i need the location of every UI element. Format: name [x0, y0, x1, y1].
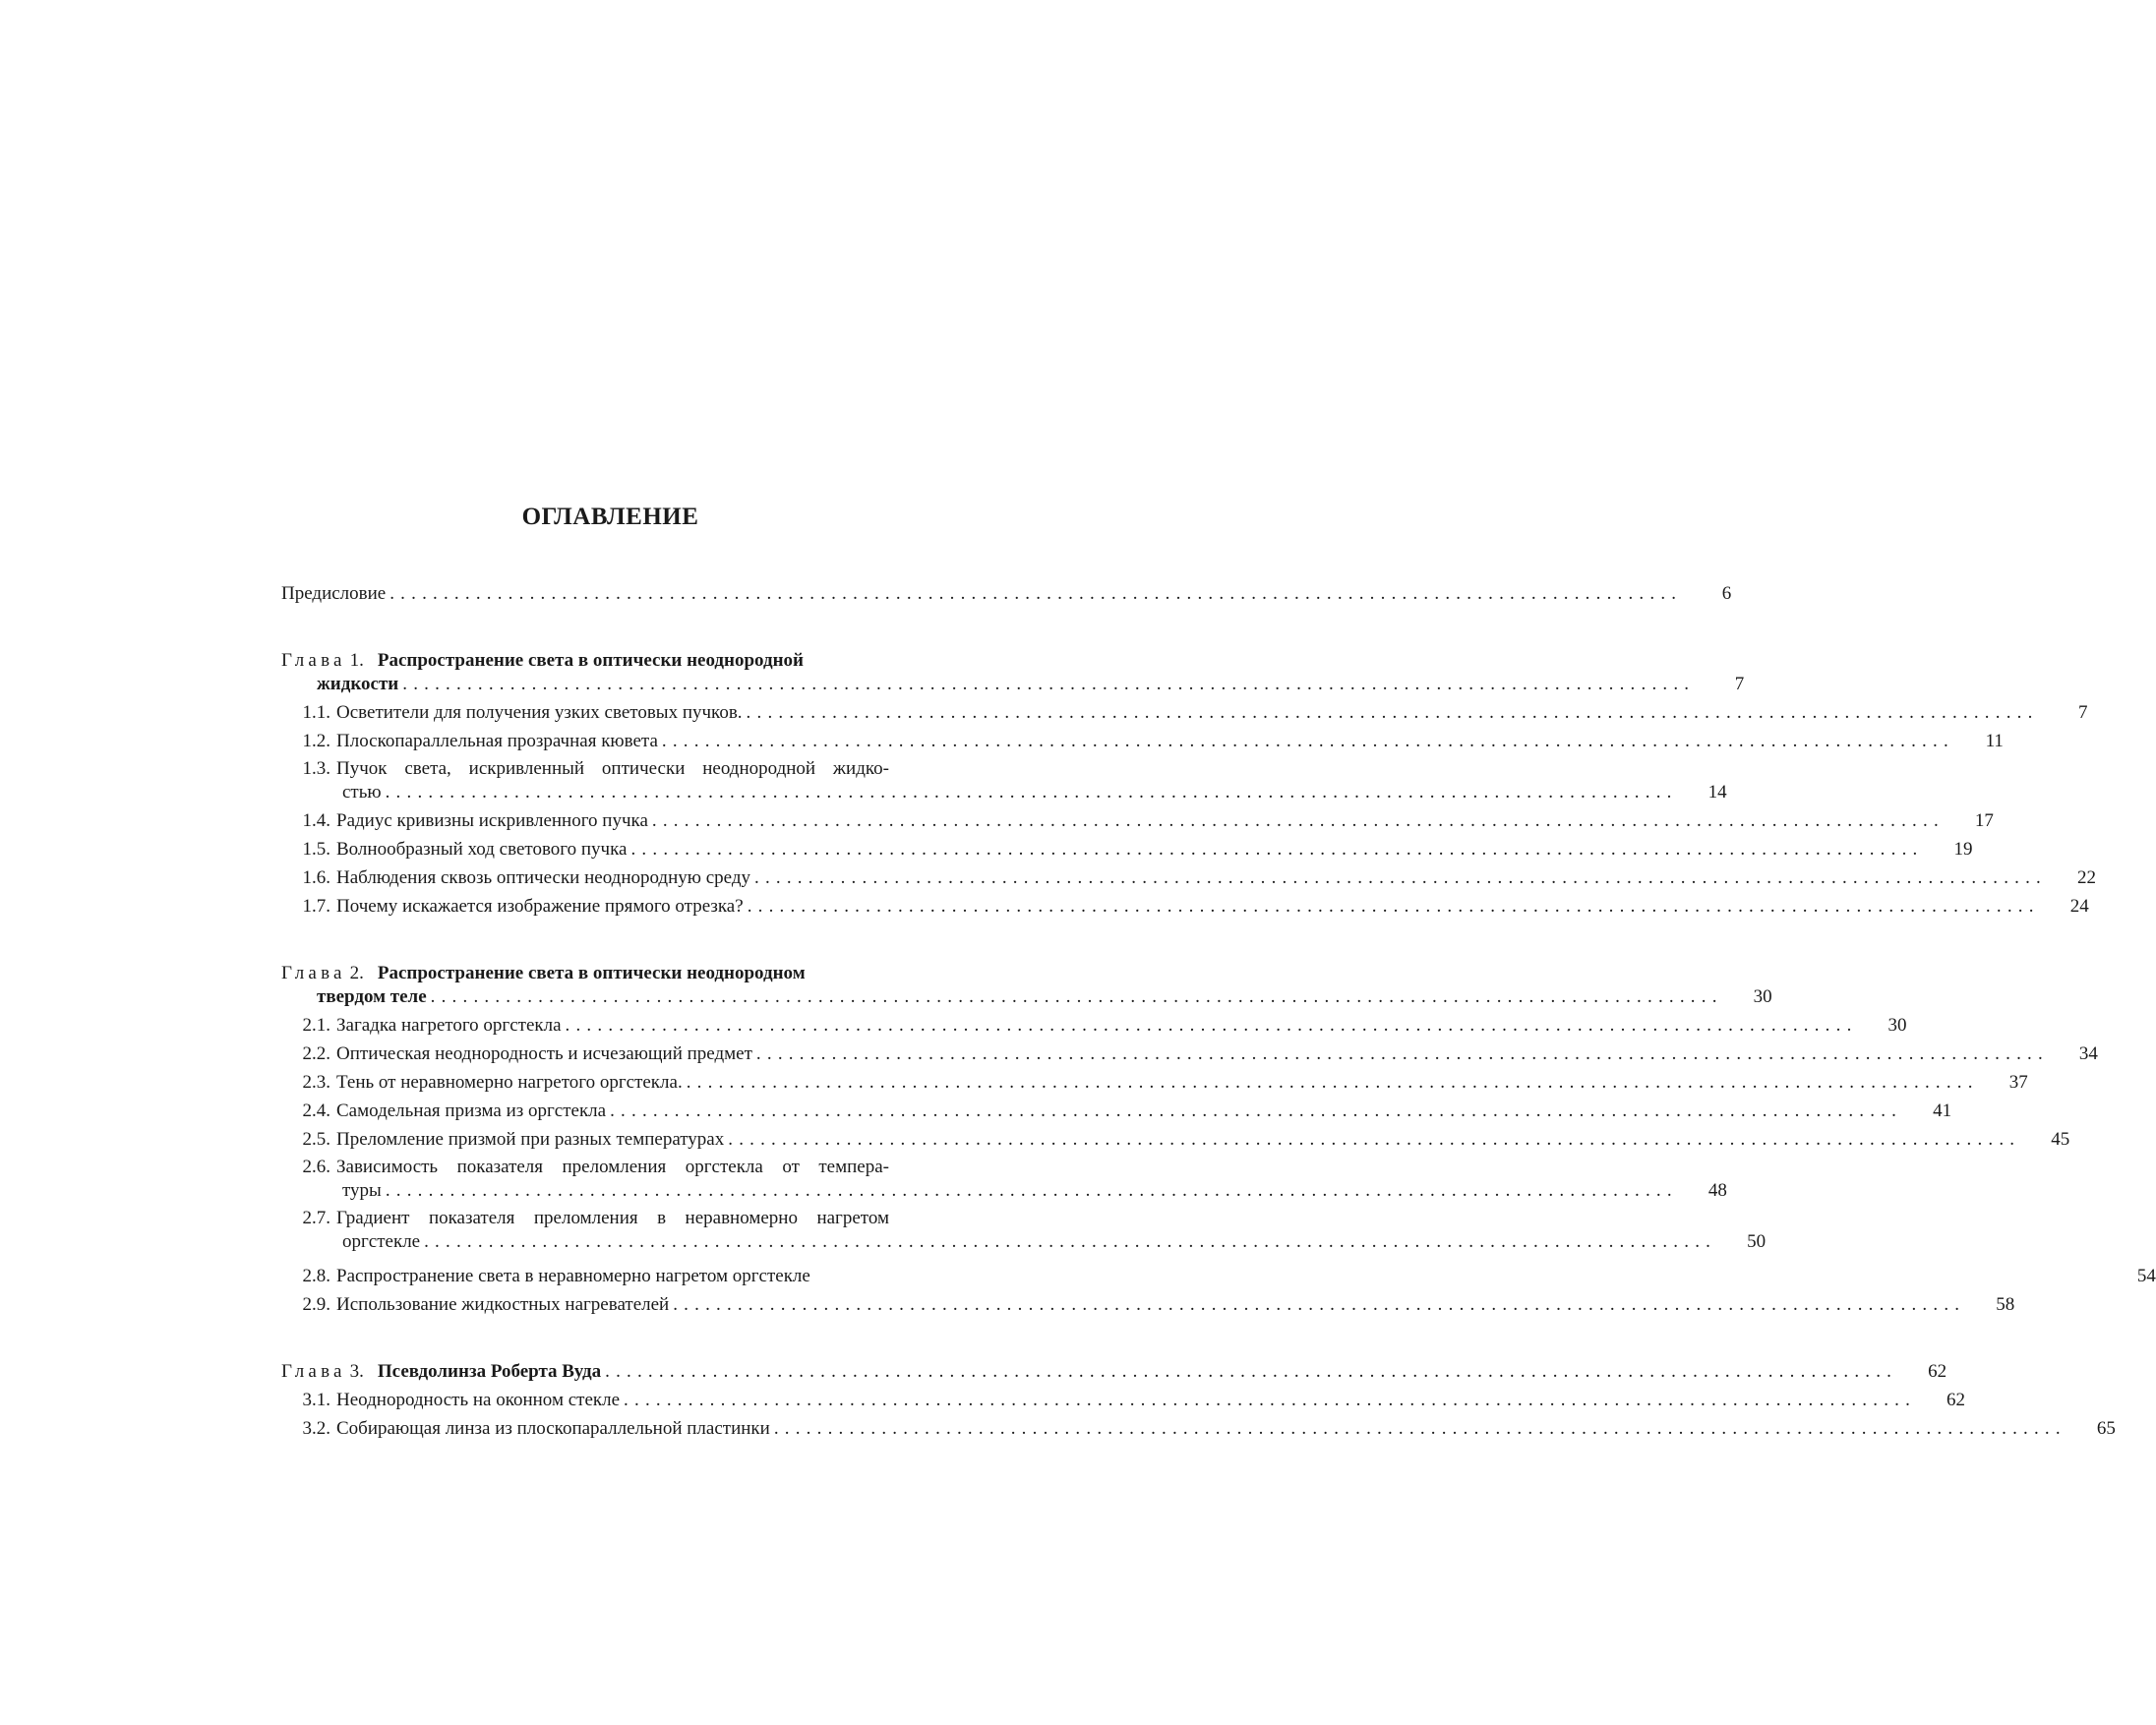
section-number: 1.2. [302, 731, 330, 751]
section-number: 2.3. [302, 1072, 330, 1093]
section-title: Наблюдения сквозь оптически неоднородную среду [336, 867, 750, 888]
section-title: Оптическая неоднородность и исчезающий предмет [336, 1043, 752, 1064]
toc-section-1-7[interactable] [281, 889, 2089, 918]
section-title-continued: туры [342, 1180, 382, 1201]
chapter-word: Глава [281, 963, 346, 983]
toc-page-number: 14 [1707, 782, 1727, 803]
chapter-title: Псевдолинза Роберта Вуда [377, 1361, 602, 1382]
toc-section-3-2[interactable] [281, 1411, 2116, 1440]
leader-dots: ........................................................................................................................ [624, 1390, 1917, 1410]
chapter-number: 1. [349, 650, 364, 671]
section-title: Градиент показателя преломления в неравномерно нагретом [336, 1208, 889, 1228]
section-title: Плоскопараллельная прозрачная кювета [336, 731, 658, 751]
leader-dots: ........................................................................................................................ [610, 1100, 1903, 1121]
chapter-title-continued: жидкости [317, 674, 399, 694]
chapter-3 [281, 1359, 2116, 1440]
leader-dots: ........................................................................................................................ [605, 1361, 1898, 1382]
toc-page-number: 37 [2008, 1072, 2028, 1093]
chapter-word: Глава [281, 650, 346, 671]
toc-page-number: 62 [1928, 1361, 1947, 1382]
section-title-continued: оргстекле [342, 1231, 421, 1252]
toc-section-2-3[interactable] [281, 1065, 2028, 1094]
toc-section-1-4[interactable] [281, 803, 1994, 832]
leader-dots: ........................................................................................................................ [728, 1129, 2021, 1150]
section-number: 1.3. [302, 758, 330, 779]
toc-page-number: 54 [2136, 1266, 2156, 1286]
chapter-1 [281, 648, 2096, 918]
section-number: 2.2. [302, 1043, 330, 1064]
leader-dots: ........................................................................................................................ [747, 896, 2040, 917]
section-title: Преломление призмой при разных температурах [336, 1129, 725, 1150]
section-number: 2.7. [302, 1208, 330, 1228]
leader-dots: ........................................................................................................................ [385, 1180, 1678, 1201]
section-number: 1.1. [302, 702, 330, 723]
section-title: Зависимость показателя преломления оргстекла от темпера- [336, 1157, 889, 1177]
section-title: Неоднородность на оконном стекле [336, 1390, 621, 1410]
section-number: 1.4. [302, 810, 330, 831]
section-number: 2.5. [302, 1129, 330, 1150]
chapter-number: 3. [349, 1361, 364, 1382]
section-number: 3.1. [302, 1390, 330, 1410]
section-title: Тень от неравномерно нагретого оргстекла. [336, 1072, 683, 1093]
section-title: Волнообразный ход светового пучка [336, 839, 628, 860]
toc-entry-label: Предисловие [281, 583, 387, 604]
toc-section-2-6[interactable] [281, 1157, 1727, 1202]
section-title: Самодельная призма из оргстекла [336, 1100, 607, 1121]
chapter-heading[interactable] [281, 648, 891, 672]
toc-page-number: 30 [1887, 1015, 1907, 1036]
chapter-heading[interactable] [281, 961, 891, 984]
toc-page-number: 7 [1734, 674, 1745, 694]
toc-section-2-9[interactable] [281, 1287, 2015, 1316]
toc-page-number: 19 [1953, 839, 1973, 860]
toc-page-number: 17 [1974, 810, 1994, 831]
section-number: 2.8. [302, 1266, 330, 1286]
section-title: Пучок света, искривленный оптически неоднородной жидко- [336, 758, 889, 779]
leader-dots: ........................................................................................................................ [389, 583, 1683, 604]
section-title: Использование жидкостных нагревателей [336, 1294, 670, 1315]
leader-dots: ........................................................................................................................ [773, 1418, 2066, 1439]
section-title: Собирающая линза из плоскопараллельной пластинки [336, 1418, 770, 1439]
section-number: 2.6. [302, 1157, 330, 1177]
toc-page-number: 45 [2051, 1129, 2070, 1150]
chapter-title: Распространение света в оптически неоднородном [377, 963, 806, 983]
toc-section-2-2[interactable] [281, 1037, 2098, 1065]
section-title: Загадка нагретого оргстекла [336, 1015, 562, 1036]
section-number: 1.5. [302, 839, 330, 860]
toc-page-number: 6 [1721, 583, 1732, 604]
toc-page-number: 24 [2069, 896, 2089, 917]
chapter-2 [281, 961, 2156, 1316]
toc-page-number: 11 [1985, 731, 2004, 751]
leader-dots: ........................................................................................................................ [430, 986, 1723, 1007]
section-number: 2.1. [302, 1015, 330, 1036]
toc-section-2-1[interactable] [281, 1008, 1907, 1037]
page-title: ОГЛАВЛЕНИЕ [521, 504, 699, 530]
leader-dots: ........................................................................................................................ [661, 731, 1954, 751]
leader-dots: ........................................................................................................................ [402, 674, 1696, 694]
toc-section-2-8[interactable] [281, 1259, 2156, 1287]
toc-entry-preface[interactable] [281, 575, 1732, 605]
toc-section-1-5[interactable] [281, 832, 1973, 861]
chapter-heading-continued[interactable] [281, 672, 1745, 695]
toc-page-number: 50 [1747, 1231, 1767, 1252]
toc-section-2-5[interactable] [281, 1122, 2070, 1151]
section-number: 2.9. [302, 1294, 330, 1315]
section-title: Осветители для получения узких световых пучков. [336, 702, 743, 723]
leader-dots: ........................................................................................................................ [565, 1015, 1858, 1036]
section-number: 2.4. [302, 1100, 330, 1121]
toc-page-number: 48 [1707, 1180, 1727, 1201]
toc-section-1-2[interactable] [281, 724, 2004, 752]
leader-dots: ........................................................................................................................ [651, 810, 1945, 831]
leader-dots: ........................................................................................................................ [686, 1072, 1979, 1093]
section-number: 1.6. [302, 867, 330, 888]
toc-page-number: 62 [1946, 1390, 1966, 1410]
leader-dots: ........................................................................................................................ [754, 867, 2047, 888]
section-number: 3.2. [302, 1418, 330, 1439]
toc-page-number: 34 [2078, 1043, 2098, 1064]
chapter-word: Глава [281, 1361, 346, 1382]
toc-page-number: 30 [1753, 986, 1772, 1007]
toc-page-number: 22 [2077, 867, 2096, 888]
toc-section-3-1[interactable] [281, 1383, 1966, 1411]
leader-dots: ........................................................................................................................ [746, 702, 2039, 723]
section-title: Радиус кривизны искривленного пучка [336, 810, 648, 831]
leader-dots: ........................................................................................................................ [755, 1043, 2049, 1064]
chapter-title: Распространение света в оптически неоднородной [377, 650, 805, 671]
chapter-heading-continued[interactable] [281, 984, 1772, 1008]
toc-section-1-1[interactable] [281, 695, 2088, 724]
chapter-title-continued: твердом теле [317, 986, 427, 1007]
toc-page-number: 58 [1996, 1294, 2015, 1315]
leader-dots: ........................................................................................................................ [630, 839, 1924, 860]
leader-dots: ........................................................................................................................ [385, 782, 1678, 803]
leader-dots: ........................................................................................................................ [673, 1294, 1966, 1315]
toc-section-2-4[interactable] [281, 1094, 1952, 1122]
section-number: 1.7. [302, 896, 330, 917]
toc-section-2-7[interactable] [281, 1208, 1767, 1253]
leader-dots: ........................................................................................................................ [424, 1231, 1717, 1252]
toc-section-1-3[interactable] [281, 758, 1727, 803]
toc-page-number: 41 [1933, 1100, 1952, 1121]
chapter-heading[interactable] [281, 1359, 1947, 1383]
section-title: Почему искажается изображение прямого отрезка? [336, 896, 744, 917]
toc-page-number: 7 [2078, 702, 2088, 723]
section-title-continued: стью [342, 782, 382, 803]
toc-page-number: 65 [2096, 1418, 2116, 1439]
chapter-number: 2. [349, 963, 364, 983]
table-of-contents [281, 575, 2156, 1440]
section-title: Распространение света в неравномерно нагретом оргстекле [336, 1266, 810, 1286]
toc-section-1-6[interactable] [281, 861, 2096, 889]
